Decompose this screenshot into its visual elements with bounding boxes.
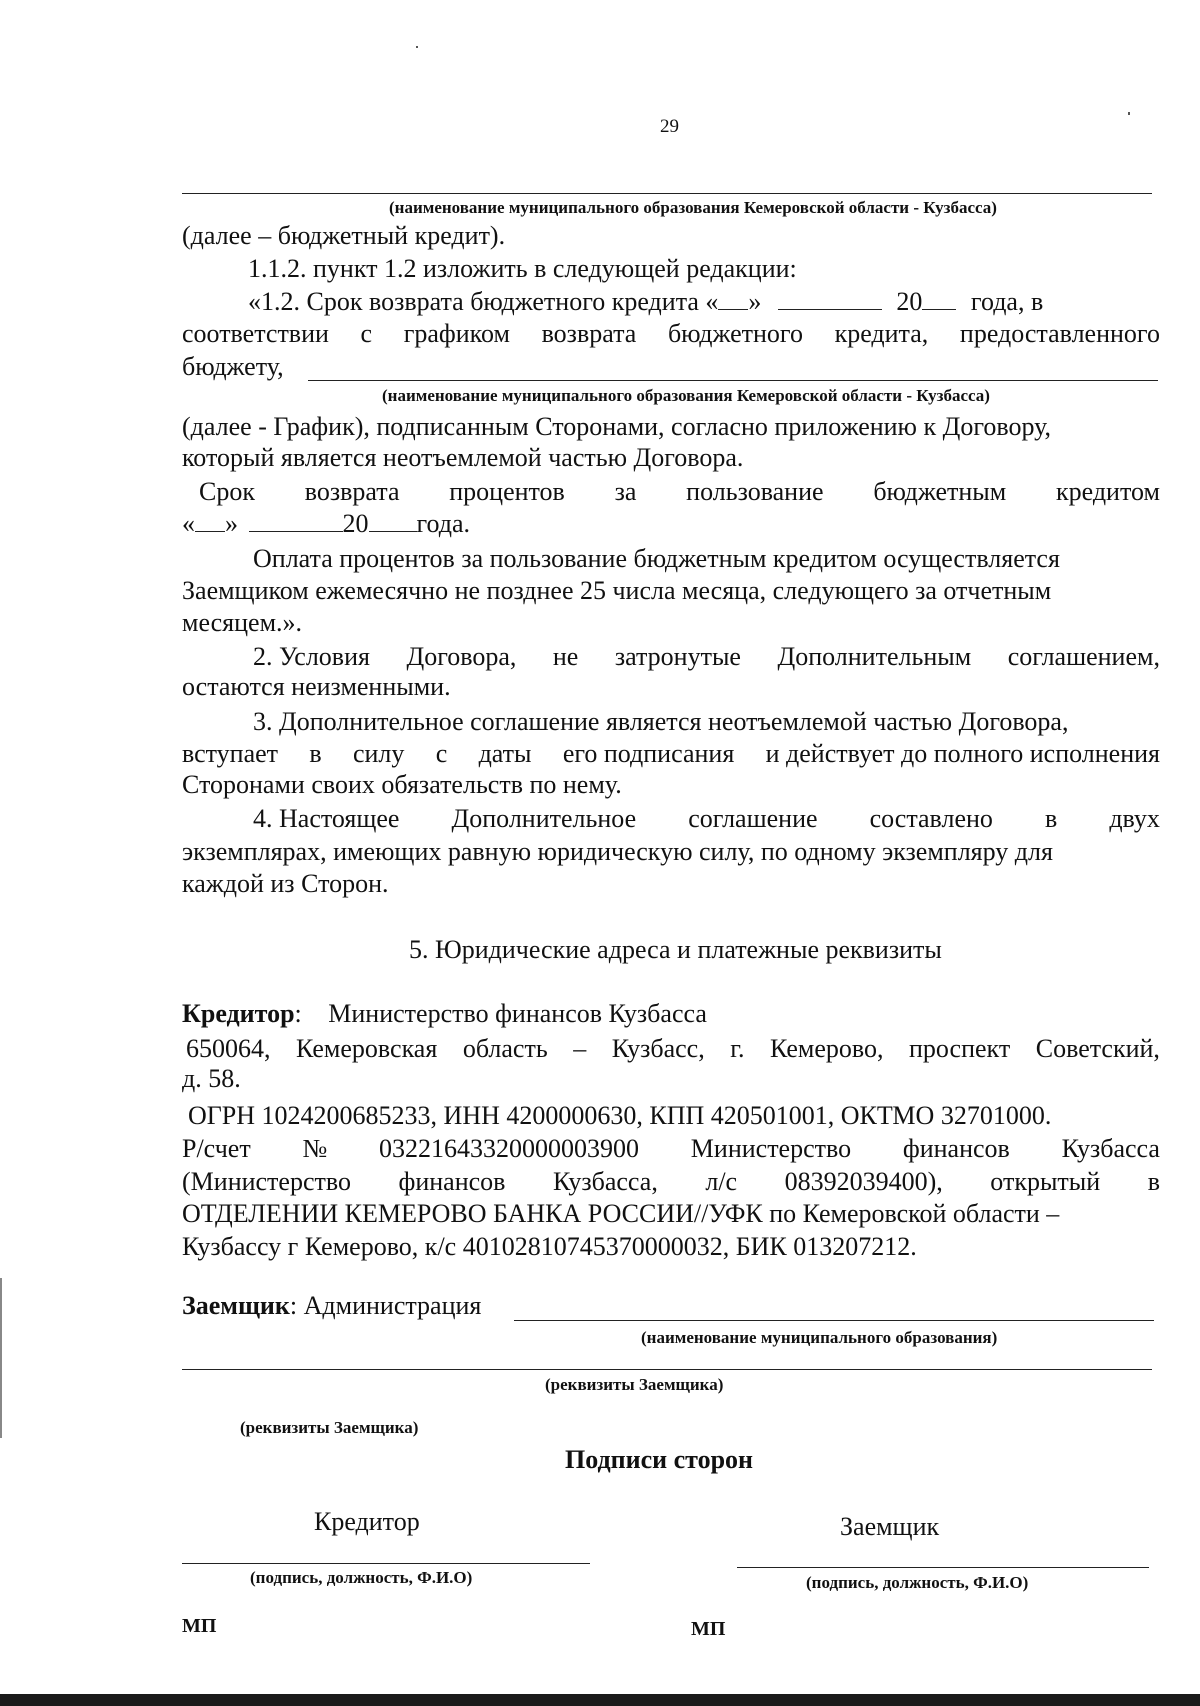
text-line: экземплярах, имеющих равную юридическую силу, по одному экземпляру для (182, 837, 1053, 866)
word: финансов (902, 1134, 1010, 1163)
word: область (462, 1034, 548, 1063)
creditor-name: Министерство финансов Кузбасса (328, 999, 707, 1028)
text-fragment: «1.2. Срок возврата бюджетного кредита « (248, 287, 719, 316)
word: соглашение (688, 804, 818, 833)
creditor-account-4: Кузбассу г Кемерово, к/с 40102810745370000032, БИК 013207212. (182, 1232, 917, 1261)
text-fragment: » (748, 287, 762, 316)
word: даты (478, 739, 532, 768)
text-fragment: 20 (896, 287, 923, 316)
word: графиком (403, 319, 510, 348)
text-line: который является неотъемлемой частью Договора. (182, 443, 744, 472)
day-blank (718, 287, 748, 310)
word: двух (1109, 804, 1160, 833)
creditor-label: Кредитор (182, 999, 295, 1028)
word: 4. Настоящее (253, 804, 400, 833)
text-fragment: 20 (342, 509, 369, 538)
word: и действует до полного исполнения (765, 739, 1160, 768)
word: с (435, 739, 448, 768)
signature-borrower-line (737, 1567, 1149, 1568)
word: открытый (990, 1167, 1101, 1196)
word: (Министерство (182, 1167, 351, 1196)
word: 650064, (186, 1034, 271, 1063)
word: Кузбасса (1061, 1134, 1160, 1163)
word: его подписания (562, 739, 735, 768)
budget-line (182, 351, 1160, 383)
stamp-left: МП (182, 1615, 217, 1637)
municipality-caption-2: (наименование муниципального образования Кемеровской области - Кузбасса) (382, 386, 990, 405)
stamp-right: МП (691, 1618, 726, 1640)
borrower-label: Заемщик (182, 1291, 290, 1320)
creditor-ids: ОГРН 1024200685233, ИНН 4200000630, КПП 420501001, ОКТМО 32701000. (188, 1101, 1052, 1130)
word: 03221643320000003900 (379, 1134, 640, 1163)
text-line: остаются неизменными. (182, 672, 451, 701)
signature-creditor-label: Кредитор (314, 1507, 420, 1536)
text-line: каждой из Сторон. (182, 869, 389, 898)
borrower-name-line (514, 1320, 1154, 1321)
word: 2. Условия (253, 642, 370, 671)
page-number: 29 (660, 116, 679, 137)
text-line: Заемщиком ежемесячно не позднее 25 числа месяца, следующего за отчетным (182, 576, 1052, 605)
year-blank (922, 287, 956, 310)
word: силу (352, 739, 405, 768)
signatures-title: Подписи сторон (565, 1445, 754, 1474)
signature-borrower-caption: (подпись, должность, Ф.И.О) (806, 1573, 1029, 1592)
text-fragment: бюджету, (182, 352, 284, 381)
signature-borrower-label: Заемщик (840, 1512, 940, 1541)
word: в (1044, 804, 1058, 833)
word: – (573, 1034, 587, 1063)
borrower-requisites-line (182, 1369, 1152, 1370)
borrower-caption-requisites-left: (реквизиты Заемщика) (240, 1418, 419, 1437)
year-blank (369, 509, 417, 532)
text-line: месяцем.». (182, 608, 303, 637)
word: бюджетным (873, 477, 1007, 506)
word: Дополнительное (451, 804, 637, 833)
month-blank (778, 287, 882, 310)
word: Кемеровская (296, 1034, 438, 1063)
borrower-text: Администрация (303, 1291, 482, 1320)
word: № (302, 1134, 328, 1163)
word: не (552, 642, 579, 671)
return-term-line (248, 286, 1043, 318)
word: кредита, (834, 319, 929, 348)
scan-dot (416, 46, 418, 48)
creditor-account-2 (182, 1166, 1160, 1198)
word: Советский, (1035, 1034, 1160, 1063)
text-line: Сторонами своих обязательств по нему. (182, 770, 622, 799)
word: проспект (909, 1034, 1011, 1063)
word: Дополнительным (777, 642, 972, 671)
justified-line-4 (182, 318, 1160, 350)
word: Кузбасса, (552, 1167, 658, 1196)
borrower-line (182, 1290, 481, 1322)
justified-line-16 (182, 738, 1160, 770)
word: предоставленного (959, 319, 1160, 348)
text-fragment: » (225, 509, 238, 538)
text-line: 1.1.2. пункт 1.2 изложить в следующей редакции: (248, 254, 797, 283)
text-fragment: года. (416, 509, 471, 538)
word: процентов (449, 477, 565, 506)
municipality-name-line (182, 193, 1152, 194)
word: Договора, (406, 642, 517, 671)
justified-line-13 (253, 641, 1160, 673)
word: кредитом (1056, 477, 1160, 506)
borrower-caption-mo: (наименование муниципального образования) (641, 1328, 998, 1347)
justified-line-8 (199, 476, 1160, 508)
creditor-account-1 (182, 1133, 1160, 1165)
text-fragment: « (182, 509, 195, 538)
creditor-line (182, 998, 707, 1030)
word: финансов (398, 1167, 506, 1196)
section-5-title: 5. Юридические адреса и платежные реквизиты (409, 935, 942, 964)
word: затронутые (614, 642, 741, 671)
municipality-caption-1: (наименование муниципального образования Кемеровской области - Кузбасса) (389, 198, 997, 217)
month-blank (249, 509, 343, 532)
text-line: Оплата процентов за пользование бюджетным кредитом осуществляется (253, 544, 1060, 573)
signature-creditor-caption: (подпись, должность, Ф.И.О) (250, 1568, 473, 1587)
borrower-caption-requisites: (реквизиты Заемщика) (545, 1375, 724, 1394)
creditor-address-2: д. 58. (182, 1064, 241, 1093)
interest-term-line (182, 508, 470, 540)
word: бюджетного (667, 319, 803, 348)
word: составлено (869, 804, 993, 833)
text-fragment: года, в (970, 287, 1044, 316)
word: Кемерово, (770, 1034, 884, 1063)
creditor-colon: : (294, 999, 302, 1028)
word: пользование (686, 477, 824, 506)
word: соглашением, (1007, 642, 1160, 671)
word: возврата (304, 477, 400, 506)
text-line: (далее – бюджетный кредит). (182, 221, 506, 250)
budget-blank-line (308, 380, 1158, 381)
word: Срок (199, 477, 255, 506)
word: Р/счет (182, 1134, 251, 1163)
scan-bottom-border (0, 1694, 1200, 1706)
word: Министерство (690, 1134, 852, 1163)
word: соответствии (182, 319, 329, 348)
word: л/с (705, 1167, 738, 1196)
word: г. (730, 1034, 745, 1063)
word: возврата (541, 319, 637, 348)
word: в (309, 739, 322, 768)
text-line: (далее - График), подписанным Сторонами, согласно приложению к Договору, (182, 412, 1052, 441)
creditor-address-line (186, 1033, 1160, 1065)
word: Кузбасс, (611, 1034, 705, 1063)
word: вступает (182, 739, 279, 768)
word: за (614, 477, 637, 506)
signature-creditor-line (182, 1563, 590, 1564)
creditor-account-3: ОТДЕЛЕНИИ КЕМЕРОВО БАНКА РОССИИ//УФК по Кемеровской области – (182, 1199, 1060, 1228)
word: в (1147, 1167, 1160, 1196)
justified-line-18 (253, 803, 1160, 835)
scan-edge (0, 1278, 2, 1438)
text-line: 3. Дополнительное соглашение является неотъемлемой частью Договора, (253, 707, 1069, 736)
scan-dot (1128, 112, 1130, 115)
borrower-colon: : (289, 1291, 298, 1320)
word: с (360, 319, 373, 348)
word: 08392039400), (784, 1167, 943, 1196)
day-blank (195, 509, 225, 532)
